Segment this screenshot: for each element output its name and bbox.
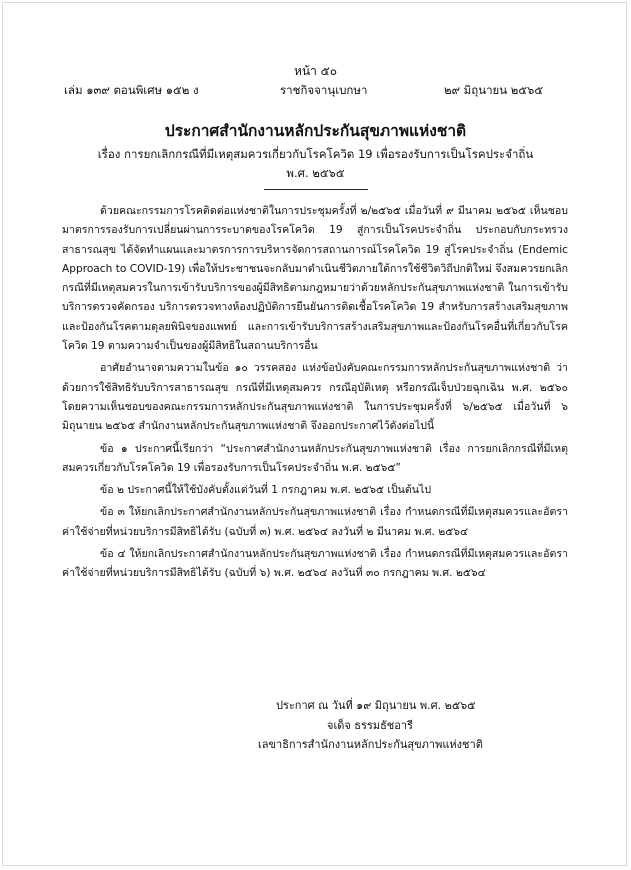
signature-block (230, 696, 590, 755)
document-title: ประกาศสำนักงานหลักประกันสุขภาพแห่งชาติ (164, 122, 467, 140)
gazette-name: ราชกิจจานุเบกษา (280, 83, 368, 97)
gazette-volume-issue: เล่ม ๑๓๙ ตอนพิเศษ ๑๕๒ ง (64, 83, 199, 97)
gazette-date: ๒๙ มิถุนายน ๒๕๖๕ (444, 83, 544, 97)
clause-4: ข้อ ๔ ให้ยกเลิกประกาศสำนักงานหลักประกันสุขภาพแห่งชาติ เรื่อง กำหนดกรณีที่มีเหตุสมควรและอัตราค่าใช้จ่ายที่หน่วยบริการมีสิทธิได้รับ (ฉบับที่ ๖) พ.ศ. ๒๕๖๔ ลงวันที่ ๓๐ กรกฎาคม พ.ศ. ๒๕๖๔ (62, 548, 568, 580)
gazette-header (0, 82, 631, 100)
document-year: พ.ศ. ๒๕๖๕ (286, 166, 345, 180)
document-body (62, 202, 568, 587)
clause-2: ข้อ ๒ ประกาศนี้ให้ใช้บังคับตั้งแต่วันที่ 1 กรกฎาคม พ.ศ. ๒๕๖๕ เป็นต้นไป (100, 484, 432, 497)
signatory-position: เลขาธิการสำนักงานหลักประกันสุขภาพแห่งชาติ (258, 738, 483, 751)
paragraph-preamble: ด้วยคณะกรรมการโรคติดต่อแห่งชาติในการประชุมครั้งที่ ๒/๒๕๖๕ เมื่อวันที่ ๙ มีนาคม ๒๕๖๕ เห็นชอบมาตรการรองรับการเปลี่ยนผ่านการระบาดของโรคโควิด 19 สู่การเป็นโรคประจำถิ่น ประกอบกับกระทรวงสาธารณสุข ได้จัดทำแผนและมาตรการการบริหารจัดการสถานการณ์โรคโควิด 19 สู่โรคประจำถิ่น (Endemic Approach to COVID-19) เพื่อให้ประชาชนจะกลับมาดำเนินชีวิตภายใต้การใช้ชีวิตวิถีปกติใหม่ จึงสมควรยกเลิกกรณีที่มีเหตุสมควรในการเข้ารับบริการของผู้มีสิทธิตามกฎหมายว่าด้วยหลักประกันสุขภาพแห่งชาติ ในการเข้ารับบริการตรวจคัดกรอง บริการตรวจทางห้องปฏิบัติการยืนยันการติดเชื้อโรคโควิด 19 สำหรับการสร้างเสริมสุขภาพและป้องกันโรคตามดุลยพินิจของแพทย์ และการเข้ารับบริการสร้างเสริมสุขภาพและป้องกันโรคอื่นที่เกี่ยวกับโรคโควิด 19 ตามความจำเป็นของผู้มีสิทธิในสถานบริการอื่น (62, 205, 569, 353)
document-subject: เรื่อง การยกเลิกกรณีที่มีเหตุสมควรเกี่ยวกับโรคโควิด 19 เพื่อรองรับการเป็นโรคประจำถิ่น (97, 147, 534, 161)
paragraph-authority: อาศัยอำนาจตามความในข้อ ๑๐ วรรคสอง แห่งข้อบังคับคณะกรรมการหลักประกันสุขภาพแห่งชาติ ว่าด้วยการใช้สิทธิรับบริการสาธารณสุข กรณีที่มีเหตุสมควร กรณีอุบัติเหตุ หรือกรณีเจ็บป่วยฉุกเฉิน พ.ศ. ๒๕๖๐ โดยความเห็นชอบของคณะกรรมการหลักประกันสุขภาพแห่งชาติ ในการประชุมครั้งที่ ๖/๒๕๖๕ เมื่อวันที่ ๖ มิถุนายน ๒๕๖๕ สำนักงานหลักประกันสุขภาพแห่งชาติ จึงออกประกาศไว้ดังต่อไปนี้ (62, 362, 568, 433)
page-number: หน้า ๕๐ (293, 64, 338, 78)
signatory-name: จเด็จ ธรรมธัชอารี (327, 718, 413, 732)
announced-date: ประกาศ ณ วันที่ ๑๙ มิถุนายน พ.ศ. ๒๕๖๕ (276, 699, 476, 712)
clause-3: ข้อ ๓ ให้ยกเลิกประกาศสำนักงานหลักประกันสุขภาพแห่งชาติ เรื่อง กำหนดกรณีที่มีเหตุสมควรและอัตราค่าใช้จ่ายที่หน่วยบริการมีสิทธิได้รับ (ฉบับที่ ๓) พ.ศ. ๒๕๖๔ ลงวันที่ ๒ มีนาคม พ.ศ. ๒๕๖๔ (62, 506, 568, 538)
title-divider (264, 189, 368, 190)
clause-1: ข้อ ๑ ประกาศนี้เรียกว่า “ประกาศสำนักงานหลักประกันสุขภาพแห่งชาติ เรื่อง การยกเลิกกรณีที่มีเหตุสมควรเกี่ยวกับโรคโควิด 19 เพื่อรองรับการเป็นโรคประจำถิ่น พ.ศ. ๒๕๖๕” (62, 442, 568, 474)
